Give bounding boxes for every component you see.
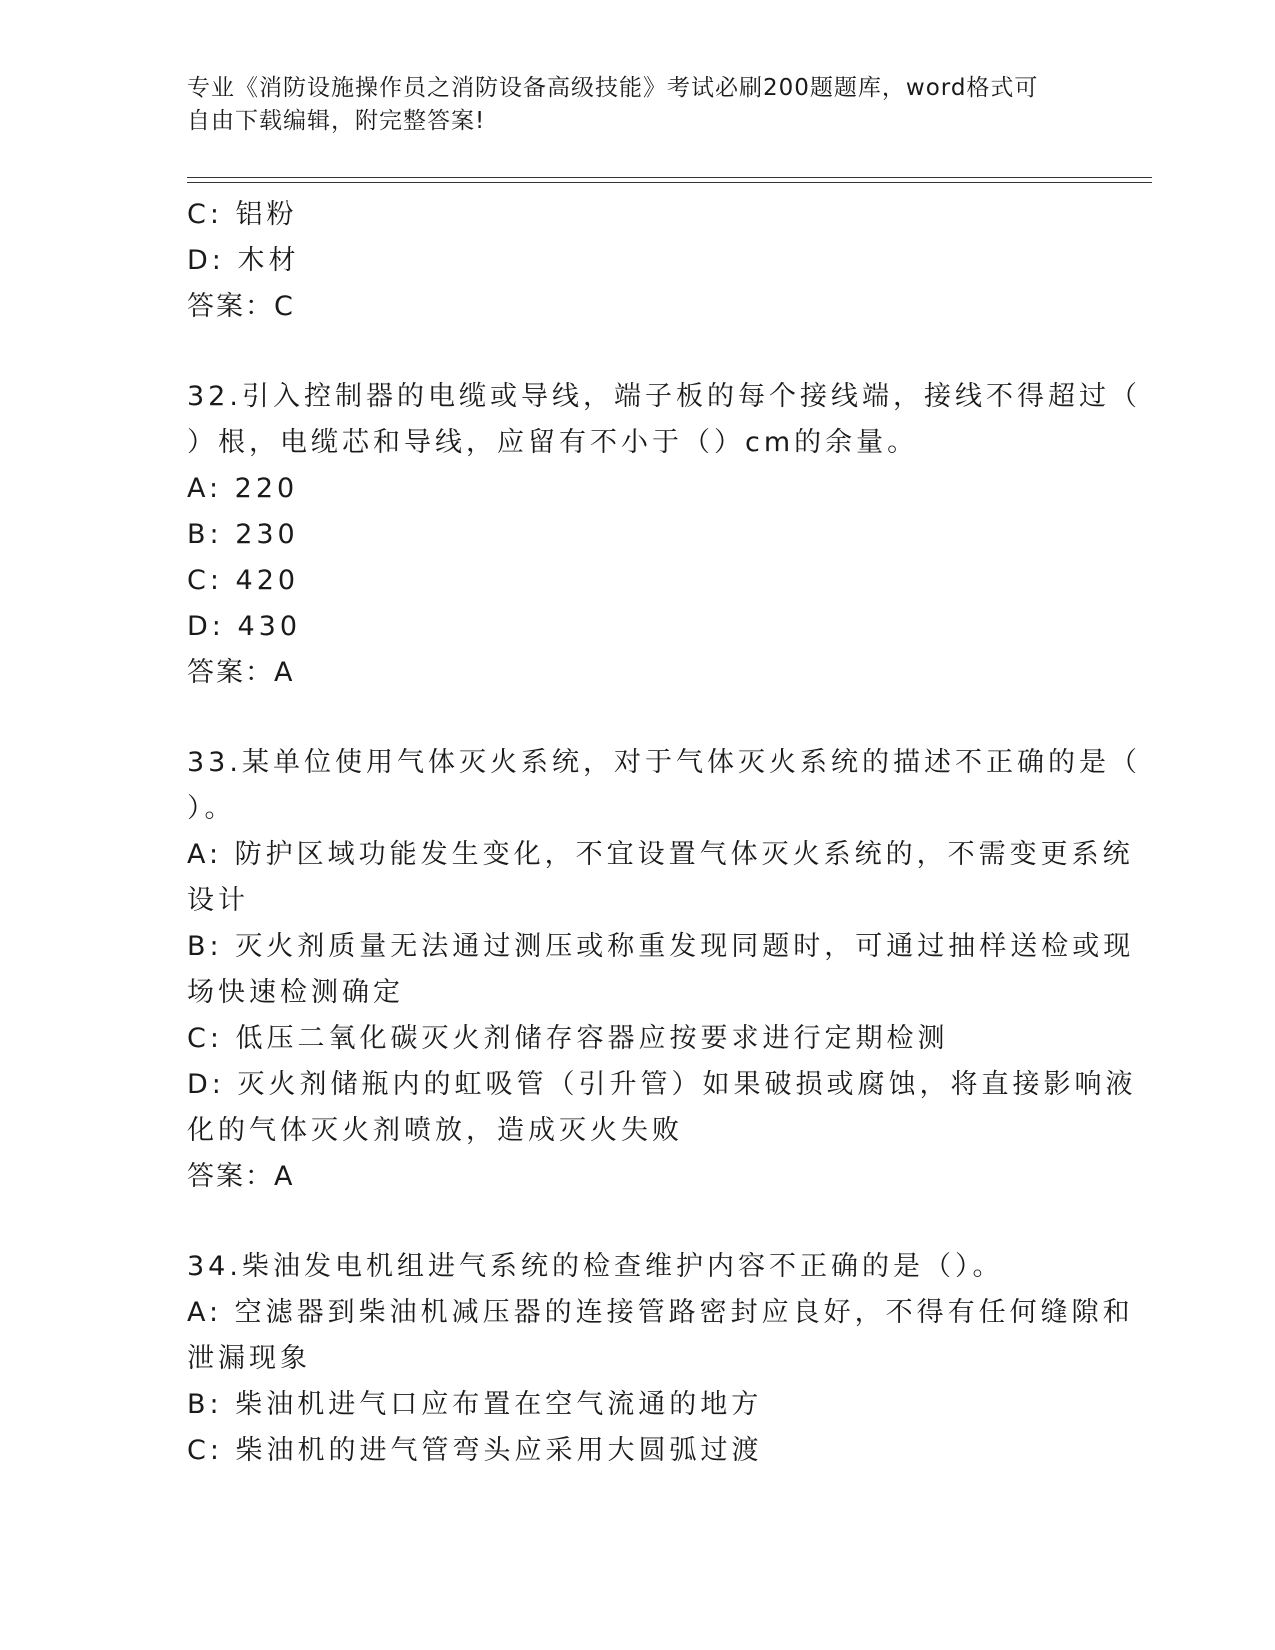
- header-line-1: 专业《消防设施操作员之消防设备高级技能》考试必刷200题题库，word格式可: [187, 75, 1039, 101]
- question-spacer: [187, 330, 1087, 374]
- question-stem-continued: ）。: [187, 793, 236, 824]
- header-divider-top: [187, 177, 1152, 178]
- option-b-continued: 场快速检测确定: [187, 977, 404, 1008]
- option-d: D: 木材: [187, 245, 300, 276]
- question-stem: 34.柴油发电机组进气系统的检查维护内容不正确的是（）。: [187, 1251, 1004, 1282]
- option-d-continued: 化的气体灭火剂喷放，造成灭火失败: [187, 1115, 683, 1146]
- option-a: A: 空滤器到柴油机减压器的连接管路密封应良好，不得有任何缝隙和: [187, 1297, 1134, 1328]
- answer-line: 答案：C: [187, 291, 295, 322]
- question-32: [187, 374, 1141, 696]
- answer-line: 答案：A: [187, 657, 295, 688]
- option-c: C: 柴油机的进气管弯头应采用大圆弧过渡: [187, 1435, 763, 1466]
- option-c: C: 420: [187, 565, 300, 596]
- option-b: B: 灭火剂质量无法通过测压或称重发现同题时，可通过抽样送检或现: [187, 931, 1135, 962]
- answer-line: 答案：A: [187, 1161, 295, 1192]
- document-header: [187, 72, 1067, 138]
- option-a: A: 220: [187, 473, 299, 504]
- option-d: D: 灭火剂储瓶内的虹吸管（引升管）如果破损或腐蚀，将直接影响液: [187, 1069, 1137, 1100]
- option-b: B: 230: [187, 519, 299, 550]
- header-line-2: 自由下载编辑，附完整答案!: [187, 108, 486, 134]
- option-d: D: 430: [187, 611, 302, 642]
- option-a-continued: 设计: [187, 885, 249, 916]
- question-31-tail: [187, 192, 1087, 330]
- option-a-continued: 泄漏现象: [187, 1343, 311, 1374]
- option-a: A: 防护区域功能发生变化，不宜设置气体灭火系统的，不需变更系统: [187, 839, 1134, 870]
- question-33: [187, 740, 1141, 1200]
- question-spacer: [187, 696, 1087, 740]
- header-divider-bottom: [187, 182, 1152, 183]
- option-c: C: 低压二氧化碳灭火剂储存容器应按要求进行定期检测: [187, 1023, 949, 1054]
- question-spacer: [187, 1200, 1087, 1244]
- question-stem-continued: ）根，电缆芯和导线，应留有不小于（）cm的余量。: [187, 427, 919, 458]
- option-c: C: 铝粉: [187, 199, 298, 230]
- question-stem: 33.某单位使用气体灭火系统，对于气体灭火系统的描述不正确的是（: [187, 747, 1141, 778]
- question-content: [187, 192, 1141, 1474]
- question-34: [187, 1244, 1134, 1474]
- question-stem: 32.引入控制器的电缆或导线，端子板的每个接线端，接线不得超过（: [187, 381, 1141, 412]
- option-b: B: 柴油机进气口应布置在空气流通的地方: [187, 1389, 763, 1420]
